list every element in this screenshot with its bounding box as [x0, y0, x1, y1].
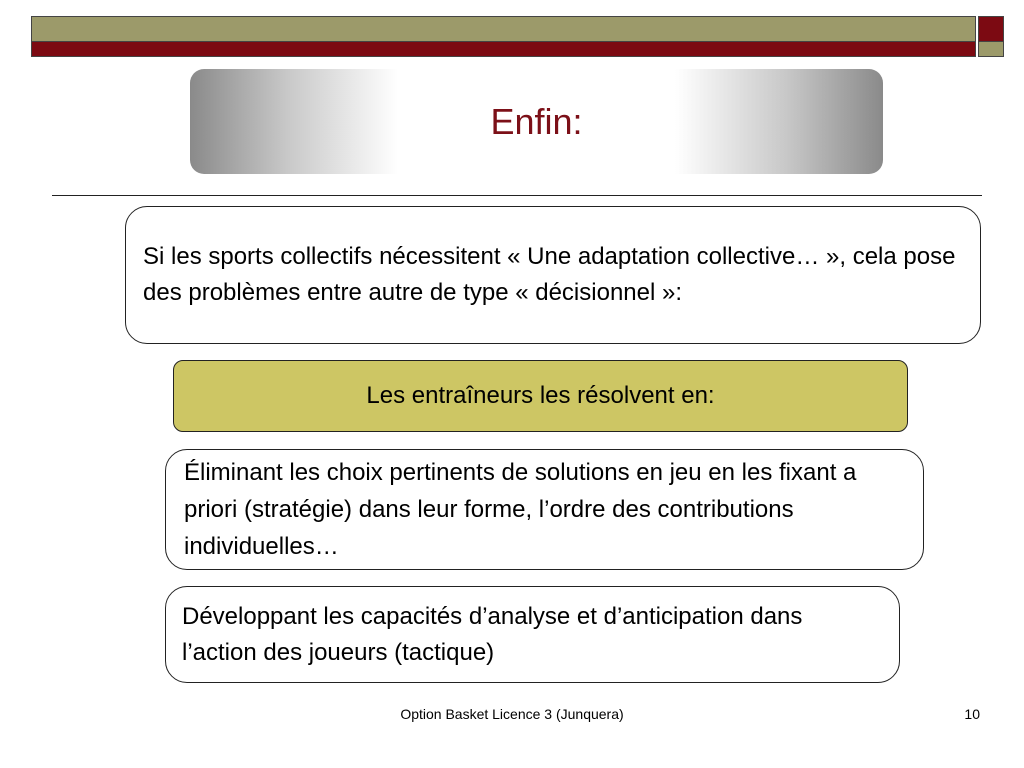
page-number: 10 — [964, 706, 980, 722]
header-red-bar — [31, 42, 976, 57]
point-box-2 — [165, 586, 900, 683]
footer-text: Option Basket Licence 3 (Junquera) — [400, 706, 624, 722]
intro-box — [125, 206, 981, 344]
divider-line — [52, 195, 982, 196]
highlight-box — [173, 360, 908, 432]
point-text-1: Éliminant les choix pertinents de solutions en jeu en les fixant a priori (stratégie) dans leur forme, l’ordre des contributions individuelles… — [184, 459, 857, 560]
header-red-square — [978, 16, 1004, 42]
header-olive-square — [978, 42, 1004, 57]
intro-text: Si les sports collectifs nécessitent « Une adaptation collective… », cela pose des problèmes entre autre de type « décisionnel »: — [143, 243, 956, 306]
slide-title: Enfin: — [490, 100, 583, 142]
title-banner — [190, 69, 883, 174]
point-box-1 — [165, 449, 924, 570]
point-text-2: Développant les capacités d’analyse et d’anticipation dans l’action des joueurs (tactique) — [182, 602, 803, 666]
header-olive-bar — [31, 16, 976, 42]
highlight-text: Les entraîneurs les résolvent en: — [366, 382, 715, 409]
